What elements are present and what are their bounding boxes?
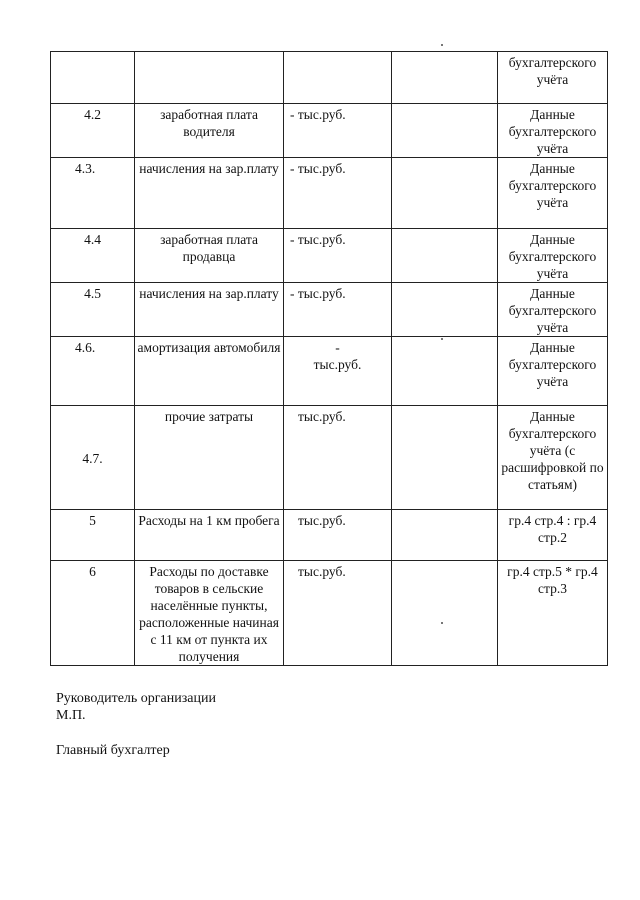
- row-number: 4.2: [51, 104, 135, 158]
- row-value: [392, 283, 498, 337]
- scan-speck: [441, 44, 443, 46]
- row-unit: - тыс.руб.: [284, 104, 392, 158]
- row-unit: - тыс.руб.: [284, 283, 392, 337]
- row-source: гр.4 стр.4 : гр.4 стр.2: [498, 510, 608, 561]
- row-number: 5: [51, 510, 135, 561]
- row-name: начисления на зар.плату: [135, 158, 284, 229]
- row-value: [392, 561, 498, 666]
- row-unit: - тыс.руб.: [284, 229, 392, 283]
- row-number: [51, 52, 135, 104]
- row-name: начисления на зар.плату: [135, 283, 284, 337]
- data-table: [50, 51, 608, 666]
- row-value: [392, 510, 498, 561]
- row-unit: - тыс.руб.: [284, 158, 392, 229]
- row-name: заработная плата продавца: [135, 229, 284, 283]
- scan-speck: [441, 338, 443, 340]
- row-value: [392, 337, 498, 406]
- accountant-signature-label: Главный бухгалтер: [56, 743, 170, 758]
- unit-dash: -: [335, 340, 340, 355]
- row-source: Данные бухгалтерского учёта: [498, 104, 608, 158]
- row-number: 4.5: [51, 283, 135, 337]
- row-source: гр.4 стр.5 * гр.4 стр.3: [498, 561, 608, 666]
- row-unit: [284, 52, 392, 104]
- head-signature-label: Руководитель организации: [56, 691, 216, 706]
- row-number: 4.4: [51, 229, 135, 283]
- row-source: Данные бухгалтерского учёта: [498, 229, 608, 283]
- row-value: [392, 104, 498, 158]
- row-value: [392, 158, 498, 229]
- stamp-label: М.П.: [56, 708, 86, 723]
- table-row: [51, 104, 608, 158]
- row-name: прочие затраты: [135, 406, 284, 510]
- unit-text: тыс.руб.: [313, 357, 362, 372]
- row-name: Расходы на 1 км пробега: [135, 510, 284, 561]
- row-source: Данные бухгалтерского учёта (с расшифровкой по статьям): [498, 406, 608, 510]
- row-number: 4.6.: [51, 337, 135, 406]
- row-value: [392, 229, 498, 283]
- table-row: [51, 510, 608, 561]
- row-source: Данные бухгалтерского учёта: [498, 337, 608, 406]
- row-value: [392, 406, 498, 510]
- row-name: Расходы по доставке товаров в сельские населённые пункты, расположенные начиная с 11 км от пункта их получения: [135, 561, 284, 666]
- row-source: Данные бухгалтерского учёта: [498, 283, 608, 337]
- row-unit: тыс.руб.: [284, 561, 392, 666]
- row-name: [135, 52, 284, 104]
- table-row: [51, 561, 608, 666]
- row-value: [392, 52, 498, 104]
- scan-speck: [441, 622, 443, 624]
- row-number: 6: [51, 561, 135, 666]
- table-row: [51, 52, 608, 104]
- table-row: [51, 158, 608, 229]
- row-unit: тыс.руб.: [284, 510, 392, 561]
- row-name: заработная плата водителя: [135, 104, 284, 158]
- row-source: бухгалтерского учёта: [498, 52, 608, 104]
- row-source: Данные бухгалтерского учёта: [498, 158, 608, 229]
- row-number: 4.3.: [51, 158, 135, 229]
- row-unit: тыс.руб.: [284, 406, 392, 510]
- row-name: амортизация автомобиля: [135, 337, 284, 406]
- table-row: [51, 283, 608, 337]
- row-number: 4.7.: [51, 406, 135, 510]
- row-unit: [284, 337, 392, 406]
- table-row: [51, 337, 608, 406]
- table-row: [51, 229, 608, 283]
- table-row: [51, 406, 608, 510]
